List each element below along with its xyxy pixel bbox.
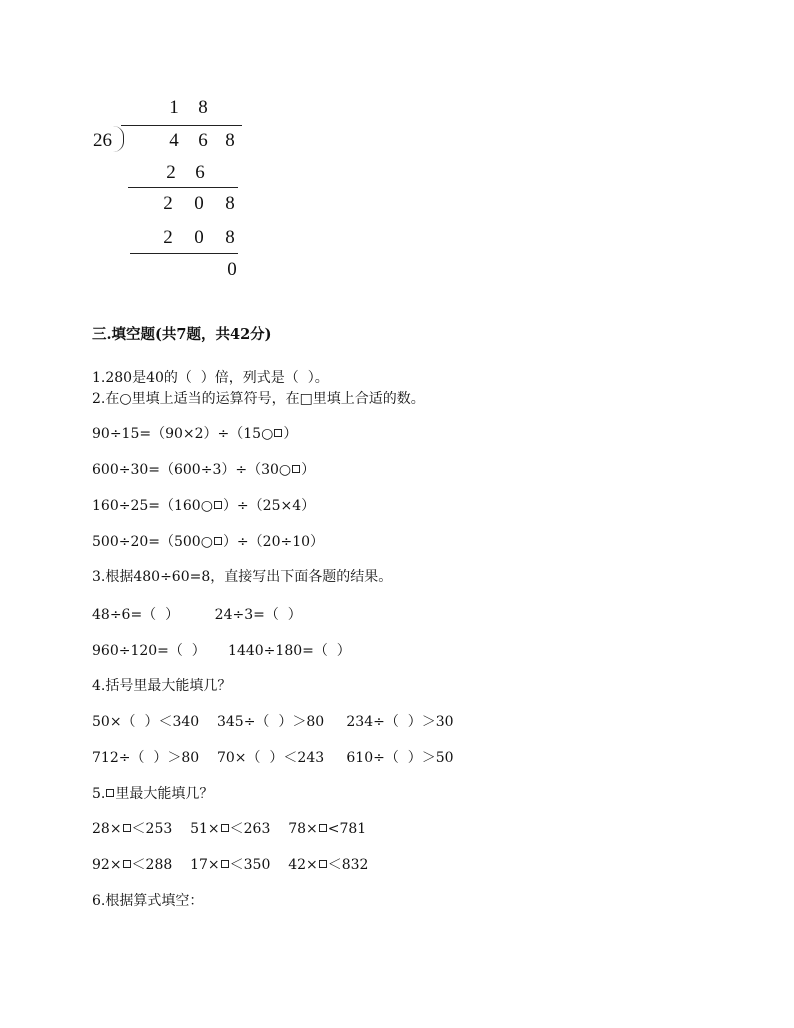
inequality-item	[92, 821, 172, 837]
square-box-icon	[319, 860, 327, 868]
expression-part: ＜832	[327, 857, 369, 873]
expression-part: <781	[327, 821, 367, 837]
inequality-item	[288, 821, 366, 837]
expression-part: 92×	[92, 857, 122, 873]
question-3-line-1: 48÷6=（ ） 24÷3=（ ）	[92, 607, 302, 623]
remainder-digit: 0	[227, 259, 237, 280]
expression-part: 17×	[190, 857, 220, 873]
square-box-icon	[123, 824, 131, 832]
question-4-title: 4.括号里最大能填几？	[92, 678, 232, 694]
inequality-item	[288, 857, 368, 873]
expression-part: ＜350	[229, 857, 271, 873]
expression-part: 160÷25=（160○	[92, 498, 213, 514]
expression-part: 51×	[190, 821, 220, 837]
subtraction-line	[128, 187, 238, 188]
step-digit: 8	[225, 227, 235, 248]
question-6-title: 6.根据算式填空：	[92, 893, 204, 909]
square-box-icon	[292, 465, 300, 473]
question-1: 1.280是40的（ ）倍，列式是（ ）。	[92, 370, 329, 386]
expression-part: 42×	[288, 857, 318, 873]
expression-part: 600÷30=（600÷3）÷（30○	[92, 462, 292, 478]
square-box-icon	[274, 429, 282, 437]
section-heading: 三.填空题(共7题，共42分)	[92, 326, 272, 343]
inequality-item	[190, 821, 270, 837]
step-digit: 2	[166, 162, 176, 183]
square-box-icon	[221, 824, 229, 832]
square-box-icon	[106, 789, 114, 797]
square-box-icon	[214, 537, 222, 545]
question-2-line-2	[92, 461, 315, 479]
divisor: 26	[93, 130, 112, 151]
step-digit: 8	[225, 193, 235, 214]
expression-part: ）	[283, 426, 298, 442]
expression-part: 500÷20=（500○	[92, 534, 213, 550]
quotient-digit: 1	[169, 97, 179, 118]
square-box-icon	[214, 501, 222, 509]
dividend-digit: 6	[198, 130, 208, 151]
expression-part: 90÷15=（90×2）÷（15○	[92, 426, 274, 442]
dividend-digit: 4	[169, 130, 179, 151]
question-3-line-2: 960÷120=（ ） 1440÷180=（ ）	[92, 643, 351, 659]
question-2-line-1	[92, 425, 297, 443]
division-bar	[121, 125, 242, 126]
long-division	[88, 92, 258, 287]
square-box-icon	[123, 860, 131, 868]
quotient-digit: 8	[198, 97, 208, 118]
expression-part: ）	[301, 462, 316, 478]
question-3-title: 3.根据480÷60=8，直接写出下面各题的结果。	[92, 569, 393, 585]
question-5-line-1	[92, 820, 366, 838]
expression-part: 28×	[92, 821, 122, 837]
square-box-icon	[221, 860, 229, 868]
question-5-title	[92, 785, 213, 803]
expression-part: ）÷（25×4）	[222, 498, 316, 514]
expression-part: ）÷（20÷10）	[222, 534, 325, 550]
question-5-line-2	[92, 856, 368, 874]
square-box-icon	[319, 824, 327, 832]
question-2-title: 2.在○里填上适当的运算符号，在□里填上合适的数。	[92, 391, 425, 407]
step-digit: 6	[195, 162, 205, 183]
subtraction-line	[130, 253, 238, 254]
question-2-line-4	[92, 533, 324, 551]
step-digit: 0	[194, 193, 204, 214]
question-4-line-1: 50×（ ）＜340 345÷（ ）＞80 234÷（ ）＞30	[92, 714, 454, 730]
question-text: 里最大能填几？	[115, 786, 214, 802]
step-digit: 0	[194, 227, 204, 248]
expression-part: ＜253	[131, 821, 173, 837]
inequality-item	[190, 857, 270, 873]
inequality-item	[92, 857, 172, 873]
expression-part: ＜263	[229, 821, 271, 837]
step-digit: 2	[163, 227, 173, 248]
question-2-line-3	[92, 497, 315, 515]
division-bracket	[113, 126, 124, 152]
dividend-digit: 8	[225, 130, 235, 151]
question-number: 5.	[92, 786, 106, 802]
expression-part: ＜288	[131, 857, 173, 873]
step-digit: 2	[163, 193, 173, 214]
expression-part: 78×	[288, 821, 318, 837]
question-4-line-2: 712÷（ ）＞80 70×（ ）＜243 610÷（ ）＞50	[92, 750, 454, 766]
